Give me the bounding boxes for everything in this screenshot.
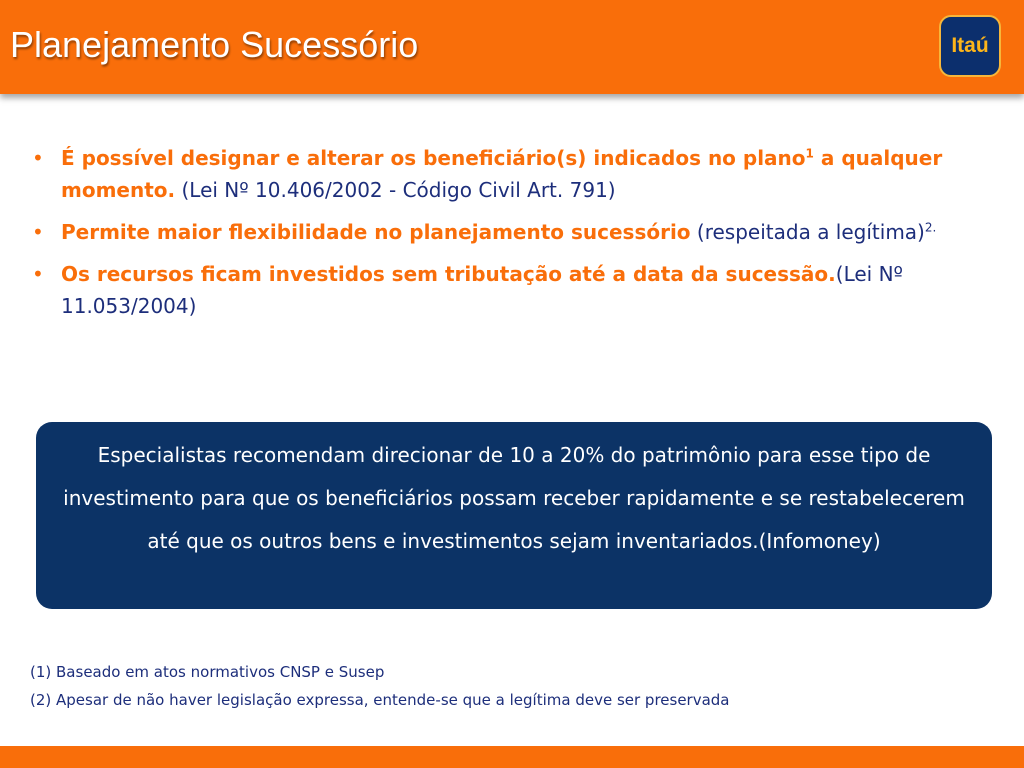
footnotes [30,658,990,714]
bullet-item [32,142,992,206]
bullet-emphasis: Os recursos ficam investidos sem tributação até a data da sucessão. [61,262,836,286]
bullet-icon: • [32,146,44,170]
bullet-emphasis: É possível designar e alterar os beneficiário(s) indicados no plano [61,146,806,170]
recommendation-box [36,422,992,609]
logo-text: Itaú [951,34,989,57]
bullet-icon: • [32,262,44,286]
bottom-bar [0,746,1024,768]
bullet-emphasis: Permite maior flexibilidade no planejamento sucessório [61,220,691,244]
bullet-reference: (Lei Nº 10.406/2002 - Código Civil Art. 791) [175,178,616,202]
recommendation-text: Especialistas recomendam direcionar de 10 a 20% do patrimônio para esse tipo de investimento para que os beneficiários possam receber rapidamente e se restabelecerem até que os outros bens e investimentos sejam inventariados.(Infomoney) [63,443,965,553]
bullet-icon: • [32,220,44,244]
bullet-item [32,216,992,248]
slide-title: Planejamento Sucessório [10,24,419,65]
footnote-marker: 2. [924,220,937,235]
footnote-1: (1) Baseado em atos normativos CNSP e Susep [30,663,385,681]
header-bar [0,0,1024,94]
bullet-list [32,142,992,332]
bullet-emphasis-tail: a qualquer momento. [61,146,943,202]
bullet-item [32,258,992,322]
footnote-2: (2) Apesar de não haver legislação expressa, entende-se que a legítima deve ser preservada [30,691,730,709]
bullet-reference: (Lei Nº 11.053/2004) [61,262,903,318]
itau-logo [939,15,1001,77]
bullet-reference: (respeitada a legítima) [690,220,925,244]
footnote-marker: 1 [805,146,814,161]
